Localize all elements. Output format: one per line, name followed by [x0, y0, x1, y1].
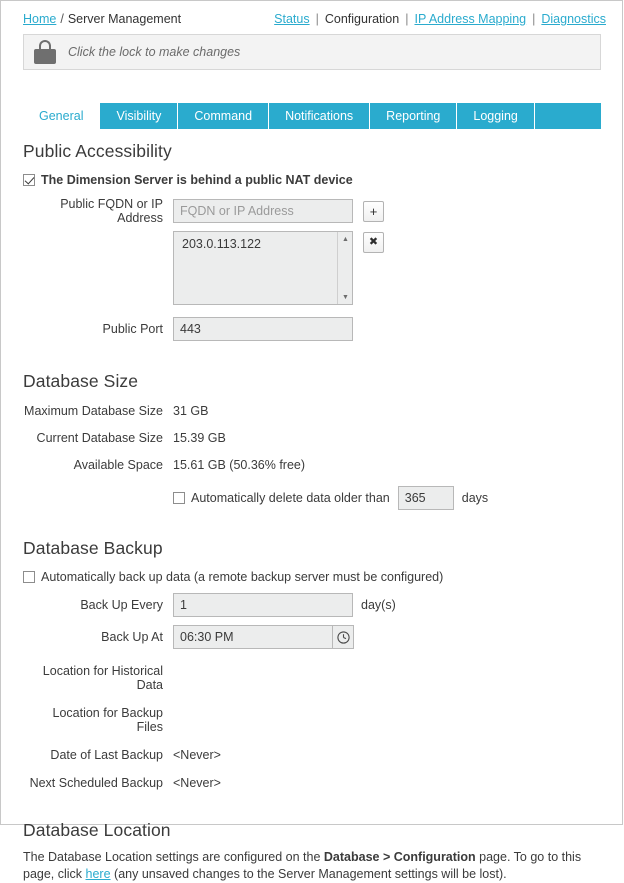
- location-backup-label: Location for Backup Files: [52, 706, 163, 734]
- database-location-note: [23, 849, 602, 883]
- auto-delete-days-input[interactable]: [398, 486, 454, 510]
- link-configuration[interactable]: Configuration: [324, 12, 400, 26]
- backup-at-row: [1, 625, 624, 649]
- lock-banner-message: Click the lock to make changes: [68, 45, 241, 59]
- backup-every-label: Back Up Every: [80, 598, 163, 612]
- remove-address-button[interactable]: ✖: [363, 232, 384, 253]
- last-backup-label: Date of Last Backup: [50, 748, 163, 762]
- public-port-input[interactable]: [173, 317, 353, 341]
- tab-logging[interactable]: Logging: [457, 103, 535, 129]
- nat-checkbox-row[interactable]: [23, 173, 624, 187]
- max-db-size-value: 31 GB: [173, 404, 209, 418]
- link-ip-address-mapping[interactable]: IP Address Mapping: [414, 12, 527, 26]
- auto-backup-label: Automatically back up data (a remote backup server must be configured): [41, 570, 444, 584]
- backup-at-input[interactable]: [173, 625, 333, 649]
- public-fqdn-input[interactable]: [173, 199, 353, 223]
- clock-icon[interactable]: [333, 625, 354, 649]
- lock-icon[interactable]: [34, 40, 56, 64]
- auto-delete-checkbox[interactable]: [173, 492, 185, 504]
- location-backup-row: [1, 706, 624, 734]
- available-space-label: Available Space: [73, 458, 163, 472]
- breadcrumb: [23, 12, 181, 26]
- note-text-3: (any unsaved changes to the Server Management settings will be lost).: [110, 867, 507, 881]
- available-space-value: 15.61 GB (50.36% free): [173, 458, 306, 472]
- tab-general[interactable]: General: [23, 103, 100, 129]
- location-historical-label: Location for Historical Data: [42, 664, 163, 692]
- link-status[interactable]: Status: [274, 12, 310, 26]
- available-space-row: [1, 458, 624, 472]
- tab-visibility[interactable]: Visibility: [100, 103, 178, 129]
- note-text-1: The Database Location settings are configured on the: [23, 850, 324, 864]
- note-bold-path: Database > Configuration: [323, 850, 476, 864]
- next-backup-value: <Never>: [173, 776, 221, 790]
- note-text-2: page. To go to this page, click: [23, 850, 582, 881]
- tab-command[interactable]: Command: [178, 103, 269, 129]
- tab-notifications[interactable]: Notifications: [269, 103, 370, 129]
- nat-checkbox-label: The Dimension Server is behind a public NAT device: [41, 173, 353, 187]
- database-configuration-link[interactable]: here: [85, 867, 111, 881]
- tab-filler: [535, 103, 601, 129]
- public-address-listbox[interactable]: [173, 231, 353, 305]
- link-diagnostics[interactable]: Diagnostics: [541, 12, 606, 26]
- lock-banner[interactable]: [23, 34, 601, 70]
- auto-backup-row[interactable]: [23, 570, 624, 584]
- breadcrumb-home-link[interactable]: Home: [23, 12, 57, 26]
- toplinks-divider-2: |: [405, 12, 409, 26]
- backup-every-row: [1, 593, 624, 617]
- auto-delete-label: Automatically delete data older than: [191, 491, 390, 505]
- last-backup-row: [1, 748, 624, 762]
- current-db-size-row: [1, 431, 624, 445]
- top-navigation-links: [274, 12, 606, 26]
- public-port-label: Public Port: [102, 322, 163, 336]
- tab-bar: [23, 103, 601, 129]
- nat-checkbox[interactable]: [23, 174, 35, 186]
- location-historical-row: [1, 664, 624, 692]
- listbox-scrollbar[interactable]: [337, 232, 352, 304]
- last-backup-value: <Never>: [173, 748, 221, 762]
- backup-every-input[interactable]: [173, 593, 353, 617]
- toplinks-divider-3: |: [532, 12, 536, 26]
- database-size-title: Database Size: [23, 371, 139, 391]
- auto-backup-checkbox[interactable]: [23, 571, 35, 583]
- max-db-size-label: Maximum Database Size: [24, 404, 163, 418]
- tab-reporting[interactable]: Reporting: [370, 103, 457, 129]
- scroll-up-icon[interactable]: ▲: [342, 235, 349, 243]
- max-db-size-row: [1, 404, 624, 418]
- next-backup-label: Next Scheduled Backup: [29, 776, 163, 790]
- current-db-size-label: Current Database Size: [36, 431, 163, 445]
- breadcrumb-separator: /: [60, 12, 64, 26]
- list-item[interactable]: 203.0.113.122: [182, 237, 262, 251]
- backup-every-suffix: day(s): [361, 598, 396, 612]
- scroll-down-icon[interactable]: ▼: [342, 293, 349, 301]
- current-db-size-value: 15.39 GB: [173, 431, 226, 445]
- public-port-row: [1, 317, 624, 341]
- public-accessibility-title: Public Accessibility: [23, 141, 172, 161]
- auto-delete-row: [1, 486, 624, 510]
- database-backup-title: Database Backup: [23, 538, 163, 558]
- address-list-row: [1, 231, 624, 305]
- backup-at-label: Back Up At: [101, 630, 163, 644]
- auto-delete-days-suffix: days: [461, 491, 489, 505]
- public-fqdn-row: [1, 197, 624, 225]
- toplinks-divider-1: |: [315, 12, 319, 26]
- database-location-title: Database Location: [23, 820, 171, 840]
- public-fqdn-label: Public FQDN or IP Address: [60, 197, 163, 225]
- content-area: [1, 129, 624, 883]
- next-backup-row: [1, 776, 624, 790]
- top-bar: [1, 1, 622, 35]
- add-address-button[interactable]: +: [363, 201, 384, 222]
- breadcrumb-current: Server Management: [67, 12, 182, 26]
